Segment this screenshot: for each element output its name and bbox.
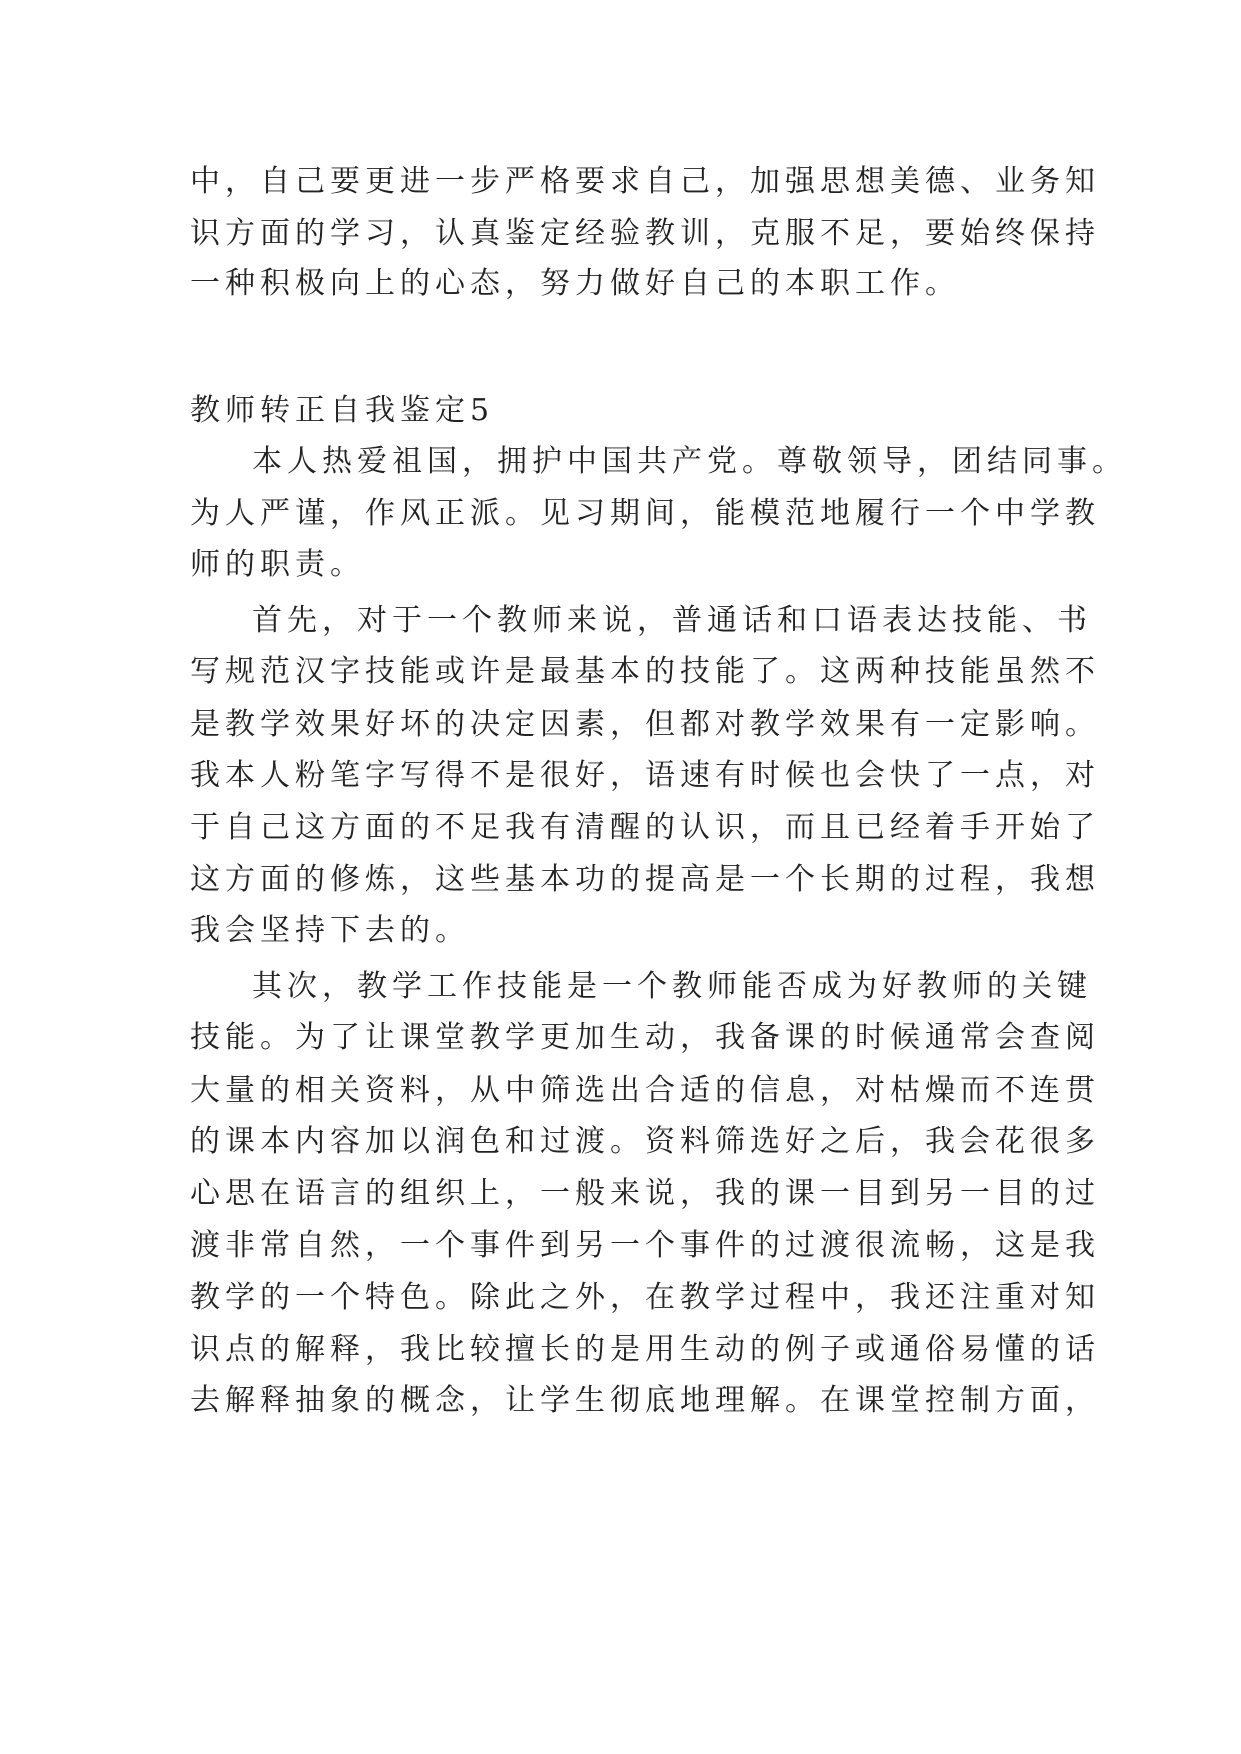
text-line: 渡非常自然，一个事件到另一个事件的过渡很流畅，这是我: [190, 1228, 1100, 1263]
text-line: 首先，对于一个教师来说，普通话和口语表达技能、书: [252, 603, 1092, 638]
text-line: 识点的解释，我比较擅长的是用生动的例子或通俗易懂的话: [190, 1332, 1100, 1367]
text-line: 一种积极向上的心态，努力做好自己的本职工作。: [190, 266, 960, 301]
text-line: 于自己这方面的不足我有清醒的认识，而且已经着手开始了: [190, 810, 1100, 845]
text-line: 教学的一个特色。除此之外，在教学过程中，我还注重对知: [190, 1280, 1100, 1315]
text-line: 识方面的学习，认真鉴定经验教训，克服不足，要始终保持: [190, 216, 1100, 251]
text-line: 我会坚持下去的。: [190, 913, 470, 948]
text-line: 技能。为了让课堂教学更加生动，我备课的时候通常会查阅: [190, 1020, 1100, 1055]
text-line: 去解释抽象的概念，让学生彻底地理解。在课堂控制方面，: [190, 1383, 1100, 1418]
text-line: 这方面的修炼，这些基本功的提高是一个长期的过程，我想: [190, 862, 1100, 897]
text-line: 其次，教学工作技能是一个教师能否成为好教师的关键: [252, 969, 1092, 1004]
text-line: 师的职责。: [190, 547, 365, 582]
text-line: 我本人粉笔字写得不是很好，语速有时候也会快了一点，对: [190, 758, 1100, 793]
text-line: 的课本内容加以润色和过渡。资料筛选好之后，我会花很多: [190, 1124, 1100, 1159]
text-line: 中，自己要更进一步严格要求自己，加强思想美德、业务知: [190, 164, 1100, 199]
text-line: 为人严谨，作风正派。见习期间，能模范地履行一个中学教: [190, 496, 1100, 531]
text-line: 大量的相关资料，从中筛选出合适的信息，对枯燥而不连贯: [190, 1073, 1100, 1108]
section-heading: 教师转正自我鉴定5: [190, 393, 495, 428]
text-line: 写规范汉字技能或许是最基本的技能了。这两种技能虽然不: [190, 654, 1100, 689]
text-line: 心思在语言的组织上，一般来说，我的课一目到另一目的过: [190, 1176, 1100, 1211]
text-line: 本人热爱祖国，拥护中国共产党。尊敬领导，团结同事。: [252, 444, 1127, 479]
text-line: 是教学效果好坏的决定因素，但都对教学效果有一定影响。: [190, 707, 1100, 742]
